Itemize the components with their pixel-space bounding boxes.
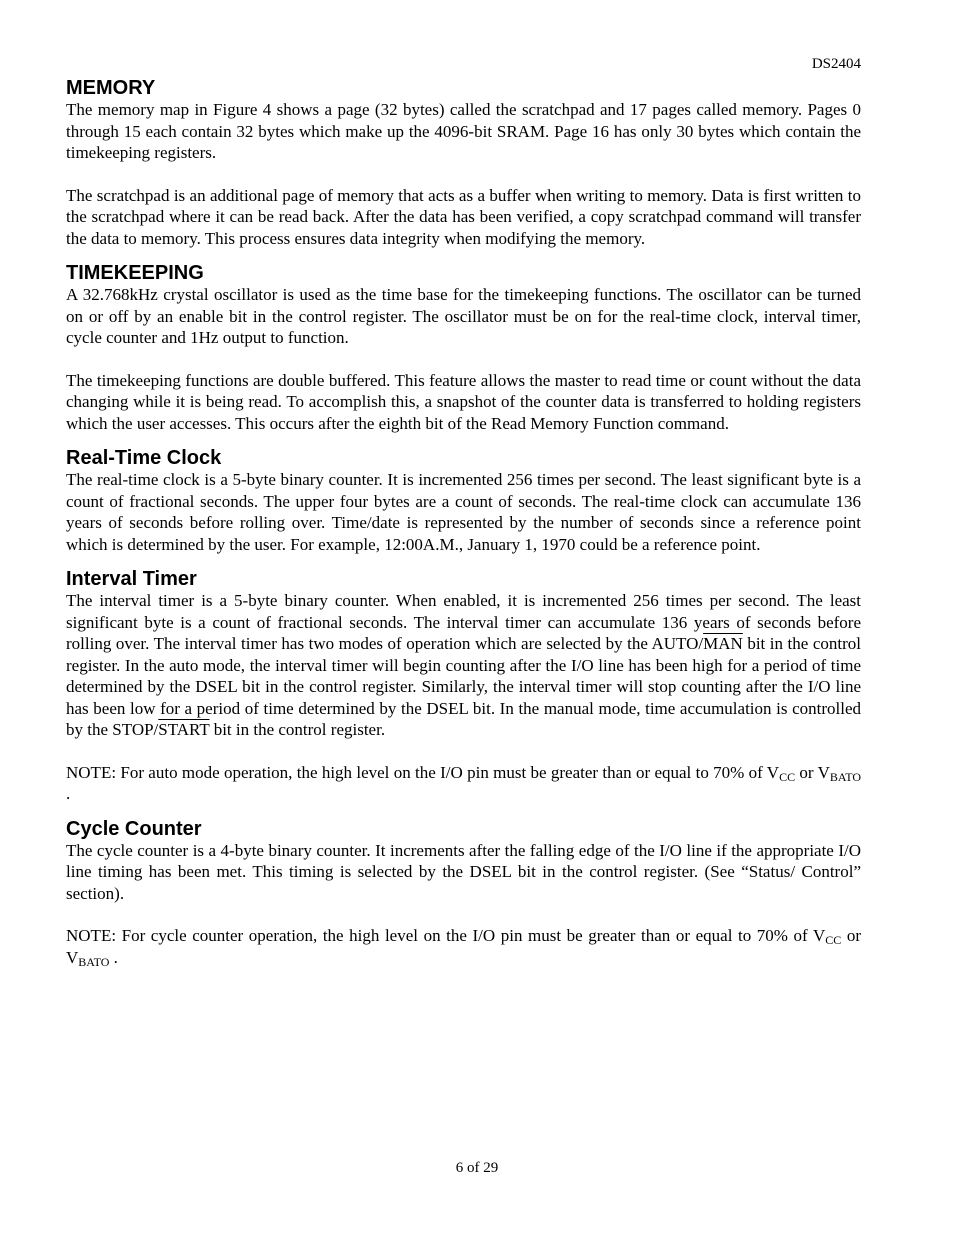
timekeeping-paragraph-1: A 32.768kHz crystal oscillator is used as the time base for the timekeeping functions. The oscillator can be turned on or off by an enable bit in the control register. The oscillator must be on for the real-time clock, interval timer, cycle counter and 1Hz output to function. bbox=[66, 285, 861, 347]
man-overline: $\overline{MAN}$ bbox=[703, 634, 743, 653]
cycle-paragraph-1: The cycle counter is a 4-byte binary counter. It increments after the falling edge of the I/O line if the appropriate I/O line timing has been met. This timing is selected by the DSEL bit in the control register. (See “Status/ Control” section). bbox=[66, 840, 861, 903]
memory-paragraph-2: The scratchpad is an additional page of memory that acts as a buffer when writing to memory. Data is first written to the scratchpad where it can be read back. After the data has been verified, a copy scratchpad command will transfer the data to memory. This process ensures data integrity when modifying the memory. bbox=[66, 185, 861, 248]
memory-paragraph-1: The memory map in Figure 4 shows a page (32 bytes) called the scratchpad and 17 pages called memory. Pages 0 through 15 each contain 32 bytes which make up the 4096-bit SRAM. Page 16 has only 30 bytes which contain the timekeeping registers. bbox=[66, 100, 861, 162]
document-id: DS2404 bbox=[811, 56, 861, 72]
rtc-paragraph-1: The real-time clock is a 5-byte binary counter. It is incremented 256 times per second. The least significant byte is a count of fractional seconds. The upper four bytes are a count of seconds. The real-time clock can accumulate 136 years of seconds before rolling over. Time/date is represented by the number of seconds since a reference point which is determined by the user. For example, 12:00A.M., January 1, 1970 could be a reference point. bbox=[66, 470, 861, 554]
page-number: 6 of 29 bbox=[455, 1160, 499, 1176]
cycle-note: NOTE: For cycle counter operation, the high level on the I/O pin must be greater than or equal to 70% of $V_{CC}$ or $V_{BATO}$ . bbox=[66, 926, 861, 969]
content bbox=[66, 77, 861, 968]
interval-paragraph-1: The interval timer is a 5-byte binary counter. When enabled, it is incremented 256 times per second. The least significant byte is a count of fractional seconds. The interval timer can accumulate 136 years of seconds before rolling over. The interval timer has two modes of operation which are selected by the AUTO/$\overline{MAN}$ bit in the control register. In the auto mode, the interval timer will begin counting after the I/O line has been high for a period of time determined by the DSEL bit in the control register. Similarly, the interval timer will stop counting after the I/O line has been low for a period of time determined by the DSEL bit. In the manual mode, time accumulation is controlled by the STOP/START bit in the control register. bbox=[66, 591, 862, 739]
start-overline: START bbox=[158, 720, 210, 739]
timekeeping-paragraph-2: The timekeeping functions are double buffered. This feature allows the master to read time or count without the data changing while it is being read. To accomplish this, a snapshot of the counter data is transferred to holding registers which the user accesses. This occurs after the eighth bit of the Read Memory Function command. bbox=[66, 370, 861, 433]
section-heading-timekeeping: TIMEKEEPING bbox=[66, 262, 204, 284]
section-heading-interval-timer: Interval Timer bbox=[66, 568, 197, 590]
section-heading-cycle-counter: Cycle Counter bbox=[66, 817, 202, 840]
section-heading-real-time-clock: Real-Time Clock bbox=[66, 447, 222, 469]
interval-note: NOTE: For auto mode operation, the high level on the I/O pin must be greater than or equal to 70% of $V_{CC}$ or $V_{BATO}$ . bbox=[66, 762, 861, 803]
section-heading-memory: MEMORY bbox=[66, 77, 156, 99]
